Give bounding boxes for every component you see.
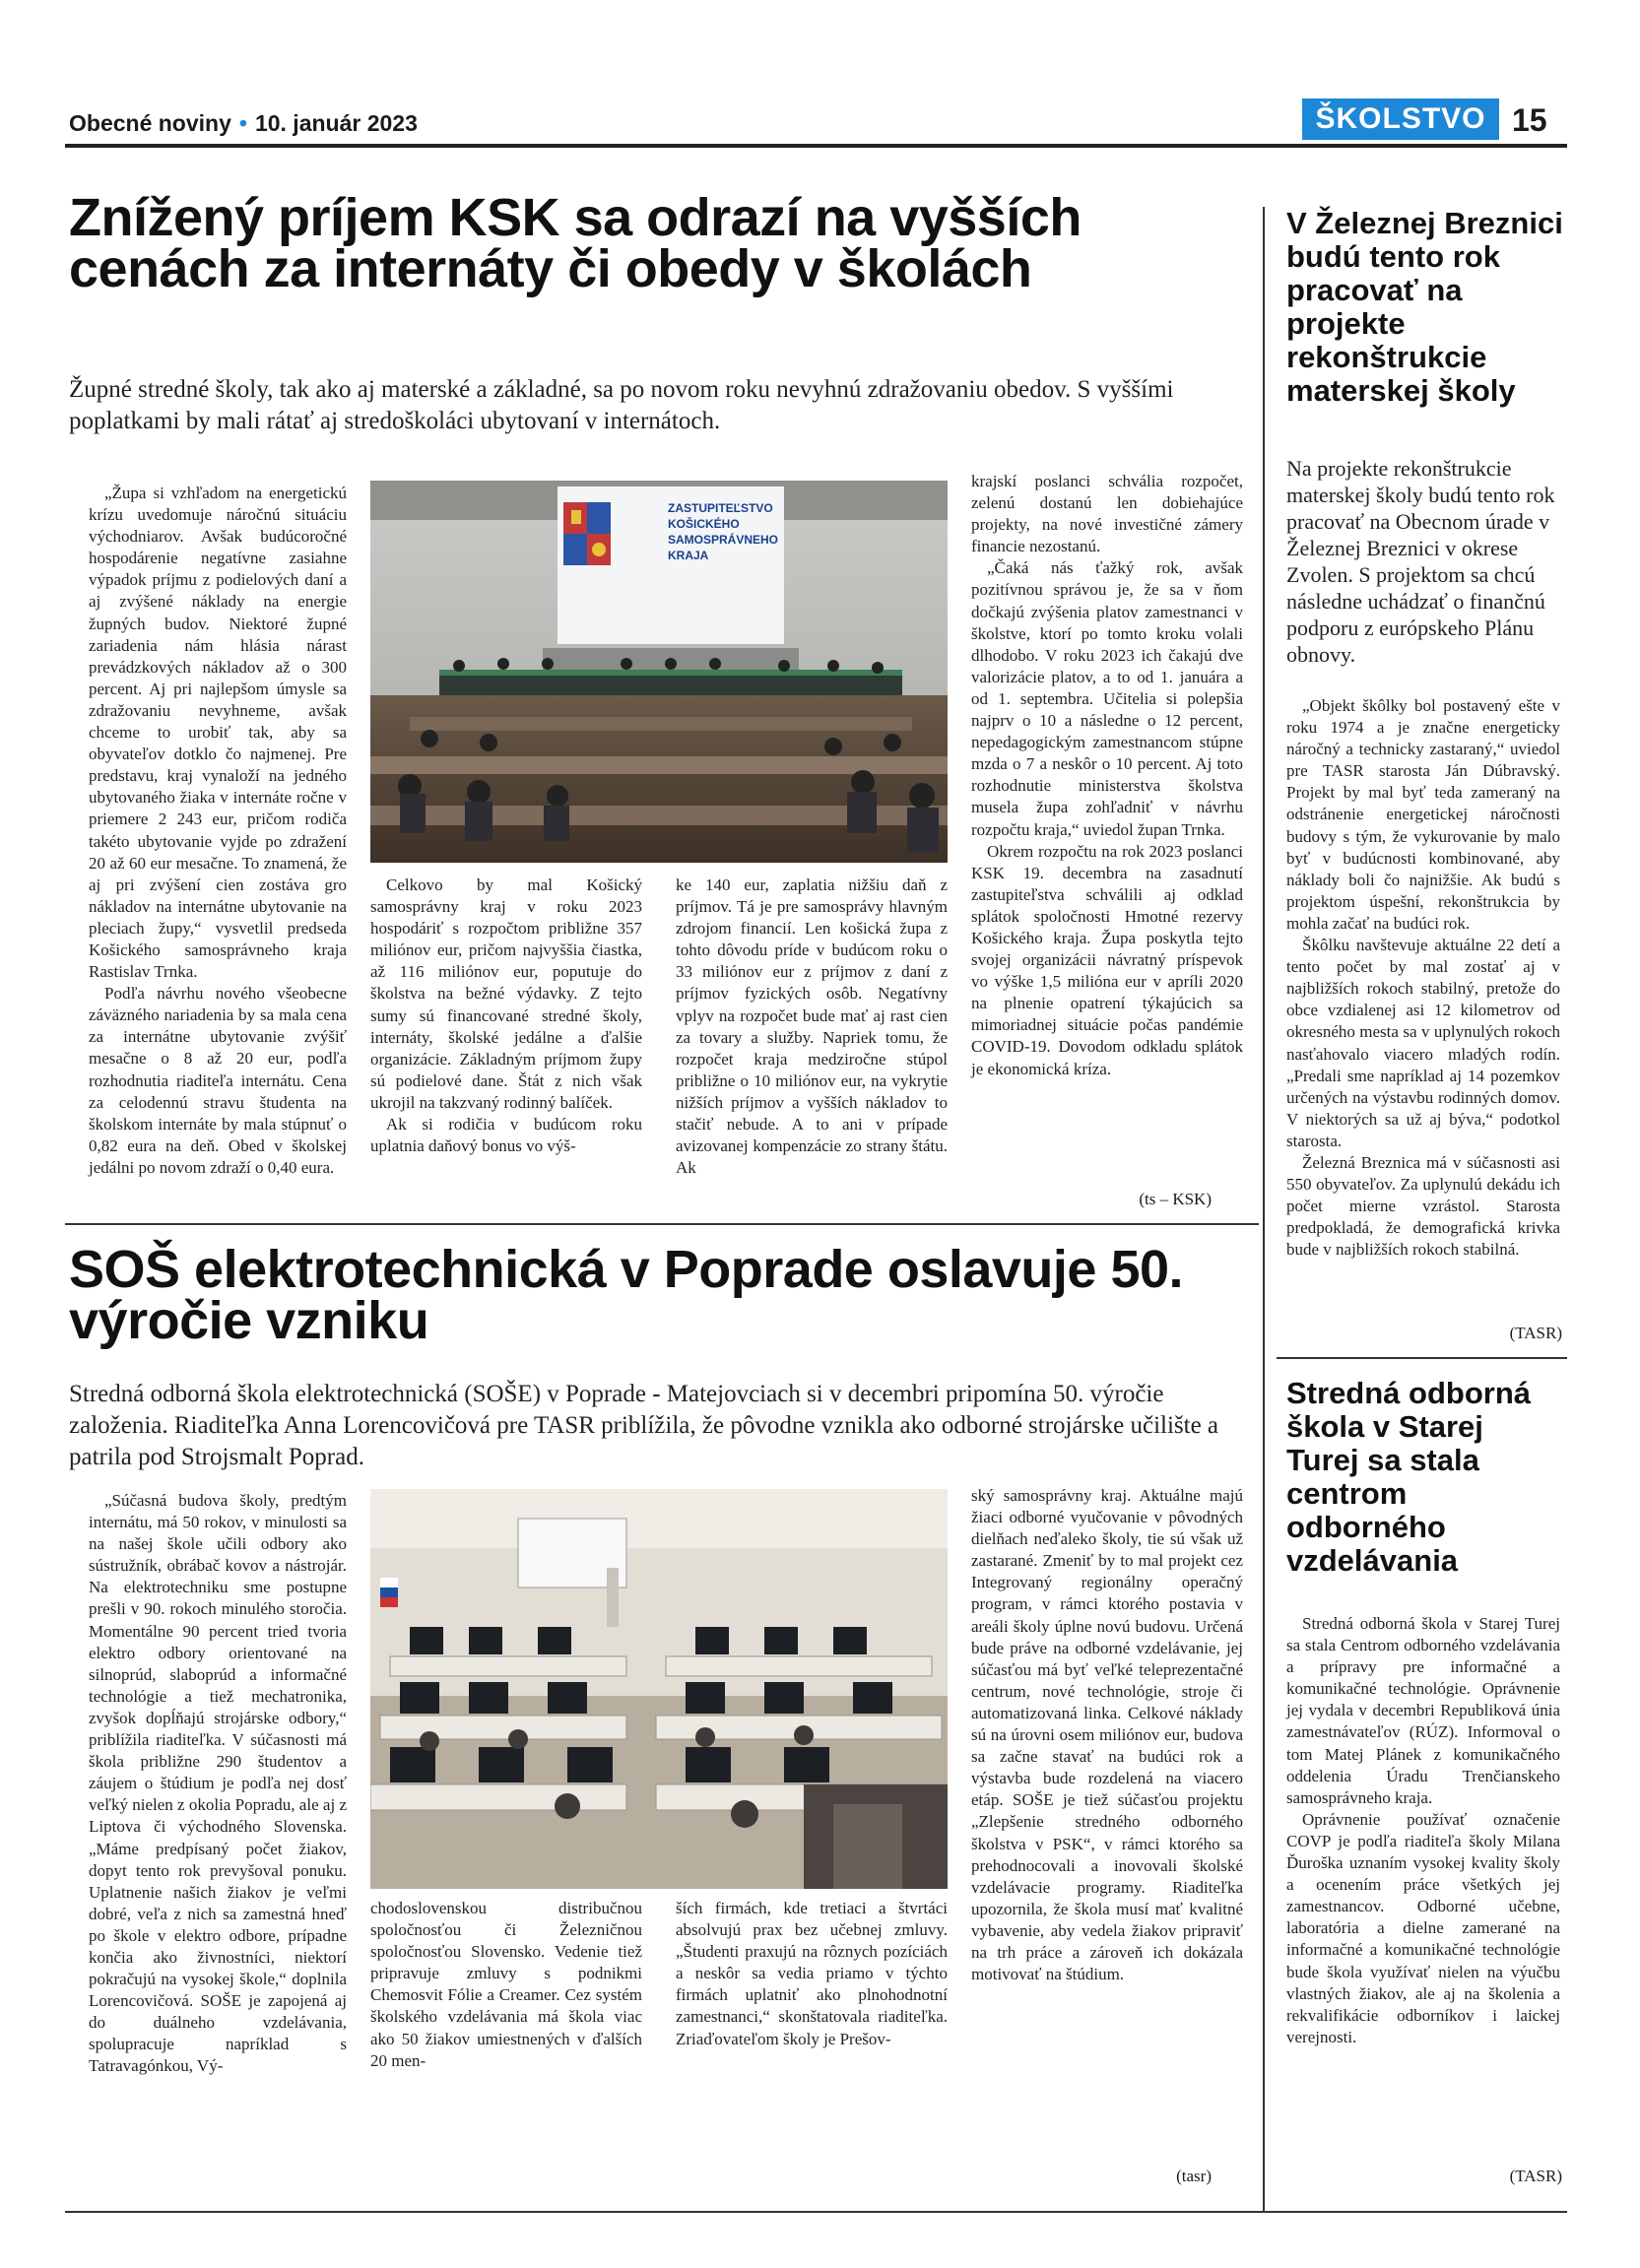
- paragraph: ke 140 eur, zaplatia nižšiu daň z príjmov. Tá je pre samosprávy hlavným zdrojom financií. Len košická župa z tohto dôvodu príde v budúcom roku o 33 miliónov eur z príjmov z daní z príjmov fyzických osôb. Negatívny vplyv na rozpočet bude mať aj rast cien za tovary a služby. Napriek tomu, že rozpočet kraja medziročne stúpol približne o 10 miliónov eur, na vykrytie nižších príjmov a vyšších nákladov to stačiť nebude. A to ani v prípade avizovanej kompenzácie zo strany štátu. Ak: [676, 875, 948, 1178]
- paragraph: „Čaká nás ťažký rok, avšak pozitívnou správou je, že sa v ňom dočkajú zvýšenia platov zamestnanci v školstve, ktorí po tomto kroku volali dlhodobo. V roku 2023 ich čakajú dve valorizácie platov, a to od 1. januára a od 1. septembra. Učitelia si polepšia najprv o 10 a následne o 12 percent, nepedagogickým zamestnancom stúpne mzda o 7 a neskôr o 10 percent. Aj toto rozhodnutie ministerstva školstva musela župa zohľadniť v návrhu rozpočtu kraja,“ uviedol župan Trnka.: [971, 558, 1243, 839]
- paragraph: Stredná odborná škola v Starej Turej sa stala Centrom odborného vzdelávania a prípravy pre informačné a komunikačné technológie. Oprávnenie jej vydala v decembri Republiková únia zamestnávateľov (RÚZ). Informoval o tom Matej Plánek z komunikačného oddelenia Úradu Trenčianskeho samosprávneho kraja.: [1286, 1614, 1560, 1807]
- article1-column-4: [971, 471, 1243, 1080]
- article2-column-3: [676, 1898, 948, 2050]
- article1-credit: (ts – KSK): [1139, 1190, 1212, 1208]
- article2-column-4: [971, 1485, 1243, 1985]
- classroom-photo: [370, 1489, 948, 1889]
- masthead: [69, 110, 418, 137]
- paragraph: krajskí poslanci schvália rozpočet, zelenú dostanú len dobiehajúce projekty, na nové investičné zámery financie nezostanú.: [971, 472, 1243, 556]
- paragraph: Celkovo by mal Košický samosprávny kraj v roku 2023 hospodáriť s rozpočtom približne 357 miliónov eur, pričom najvyššia čiastka, až 116 miliónov eur, poputuje do školstva na bežné výdavky. Z tejto sumy sú financované stredné školy, internáty, školské jedálne a ďalšie organizácie. Základným príjmom župy sú podielové dane. Štát z nich však ukrojil na takzvaný rodinný balíček.: [370, 875, 642, 1112]
- sidebar2-headline: Stredná odborná škola v Starej Turej sa stala centrom odborného vzdelávania: [1286, 1376, 1532, 1578]
- sidebar1-body: [1286, 695, 1560, 1261]
- paragraph: Ak si rodičia v budúcom roku uplatnia daňový bonus vo výš-: [370, 1115, 642, 1156]
- sidebar2-body: [1286, 1613, 1560, 2048]
- paragraph: „Župa si vzhľadom na energetickú krízu uvedomuje náročnú situáciu východniarov. Avšak budúcoročné hospodárenie negatívne zasiahne výpadok príjmu z podielových daní a aj zvýšené náklady na energie župných budov. Niektoré župné zariadenia nám hlásia nárast prevádzkových nákladov až o 300 percent. Aj pri najlepšom úmysle sa zdražovaniu nevyhneme, avšak chceme to urobiť tak, aby sa obyvateľov dotklo čo najmenej. Pre predstavu, kraj vynaloží na jedného ubytovaného žiaka v internáte ročne v priemere 2 243 eur, pričom rodiča takéto ubytovanie vyjde po zdražení 20 až 60 eur mesačne. To znamená, že aj pri zvýšení cien zostáva gro nákladov na internátne ubytovanie na pleciach župy,“ vysvetlil predseda Košického samosprávneho kraja Rastislav Trnka.: [89, 484, 347, 982]
- footer-rule: [65, 2211, 1567, 2213]
- column-divider: [1263, 207, 1265, 2211]
- publication-name: Obecné noviny: [69, 110, 231, 136]
- paragraph: Železná Breznica má v súčasnosti asi 550 obyvateľov. Za uplynulú dekádu ich počet mierne vzrástol. Starosta predpokladá, že demografická krivka bude v najbližších rokoch stabilná.: [1286, 1152, 1560, 1260]
- article1-headline: Znížený príjem KSK sa odrazí na vyšších cenách za internáty či obedy v školách: [69, 188, 1082, 298]
- paragraph: Okrem rozpočtu na rok 2023 poslanci KSK 19. decembra na zasadnutí zastupiteľstva schválili aj odklad splátok spoločnosti Hmotné rezervy Košického kraja. Župa poskytla tejto svojej organizácii návratný príspevok vo výške 1,5 milióna eur v apríli 2020 na plnenie opatrení týkajúcich sa mimoriadnej situácie počas pandémie COVID-19. Dovodom odkladu splátok je ekonomická kríza.: [971, 841, 1243, 1078]
- article1-column-3: [676, 875, 948, 1179]
- sidebar-separator: [1277, 1357, 1567, 1359]
- article-separator: [65, 1223, 1259, 1225]
- paragraph: chodoslovenskou distribučnou spoločnosťou či Železničnou spoločnosťou Slovensko. Vedenie tiež pripravuje zmluvy s podnikmi Chemosvit Fólie a Creamer. Cez systém školského vzdelávania má škola viac ako 50 žiakov umiestnených v ďalších 20 men-: [370, 1899, 642, 2070]
- sidebar1-lead: Na projekte rekonštrukcie materskej školy budú tento rok pracovať na Obecnom úrade v Železnej Breznici v okrese Zvolen. S projektom sa chcú následne uchádzať o finančnú podporu z európskeho Plánu obnovy.: [1286, 456, 1555, 667]
- article2-column-1: [89, 1490, 347, 2078]
- article2-lead: Stredná odborná škola elektrotechnická (SOŠE) v Poprade - Matejovciach si v decembri pripomína 50. výročie založenia. Riaditeľka Anna Lorencovičová pre TASR priblížila, že pôvodne vznikla ako odborné strojárske učilište a patrila pod Strojsmalt Poprad.: [69, 1381, 1219, 1470]
- paragraph: „Súčasná budova školy, predtým internátu, má 50 rokov, v minulosti sa na našej škole učili odbory ako sústružník, obrábač kovov a nástrojár. Na elektrotechniku sme postupne prešli v 90. rokoch minulého storočia. Momentálne 90 percent tried tvoria elektro odbory orientované na silnoprúd, slaboprúd a informačné technológie a tiež mechatronika, zvyšok dopĺňajú strojárske odbory,“ priblížila riaditeľka. V súčasnosti má škola približne 290 študentov a záujem o štúdium je podľa nej dosť veľký nielen z okolia Popradu, ale aj z Liptova či východného Slovenska. „Máme predpísaný počet žiakov, dopyt tento rok prevyšoval ponuku. Uplatnenie našich žiakov je veľmi dobré, veľa z nich sa zamestná hneď po škole v elektro odbore, prípadne končia ako živnostníci, niektorí pokračujú na vysokej škole,“ doplnila Lorencovičová. SOŠE je zapojená aj do duálneho vzdelávania, spolupracuje napríklad s Tatravagónkou, Vý-: [89, 1491, 347, 2076]
- article1-column-1: [89, 483, 347, 1179]
- paragraph: Podľa návrhu nového všeobecne záväzného nariadenia by sa mala cena za internátne ubytovanie zvýšiť mesačne o 8 až 20 eur, podľa rozhodnutia riaditeľa internátu. Cena za celodennú stravu študenta na školskom internáte by mala stúpnuť o 0,82 eura na deň. Obed v školskej jedálni po novom zdraží o 0,40 eura.: [89, 984, 347, 1177]
- header-rule: [65, 144, 1567, 148]
- paragraph: ších firmách, kde tretiaci a štvrtáci absolvujú prax bez učebnej zmluvy. „Študenti praxujú na rôznych pozíciách a neskôr sa vedia priamo v týchto firmách uplatniť ako plnohodnotní zamestnanci,“ skonštatovala riaditeľka. Zriaďovateľom školy je Prešov-: [676, 1899, 948, 2048]
- article1-column-2: [370, 875, 642, 1157]
- sidebar2-credit: (TASR): [1509, 2167, 1562, 2185]
- article1-lead: Župné stredné školy, tak ako aj materské a základné, sa po novom roku nevyhnú zdražovaniu obedov. S vyššími poplatkami by mali rátať aj stredoškoláci ubytovaní v internátoch.: [69, 376, 1174, 434]
- section-tag: ŠKOLSTVO: [1302, 98, 1499, 140]
- page-number: 15: [1512, 102, 1547, 138]
- council-session-photo: [370, 481, 948, 863]
- sidebar1-credit: (TASR): [1509, 1324, 1562, 1342]
- article2-column-2: [370, 1898, 642, 2072]
- article2-credit: (tasr): [1176, 2167, 1212, 2185]
- paragraph: Škôlku navštevuje aktuálne 22 detí a tento počet by mal zostať aj v najbližších rokoch stabilný, pretože do obce vzdialenej asi 12 kilometrov od okresného mesta sa v uplynulých rokoch nasťahovalo viacero mladých rodín. „Predali sme napríklad aj 14 pozemkov určených na výstavbu rodinných domov. V niektorých sa už aj býva,“ podotkol starosta.: [1286, 936, 1560, 1150]
- photo-banner-text: ZASTUPITEĽSTVO KOŠICKÉHO SAMOSPRÁVNEHO KRAJA: [668, 501, 779, 562]
- sidebar1-headline: V Železnej Breznici budú tento rok pracovať na projekte rekonštrukcie materskej školy: [1286, 206, 1563, 408]
- issue-date: 10. január 2023: [254, 110, 418, 136]
- paragraph: „Objekt škôlky bol postavený ešte v roku 1974 a je značne energeticky náročný a technicky zastaraný,“ uviedol pre TASR starosta Ján Dúbravský. Projekt by mal byť teda zameraný na odstránenie energetickej náročnosti budovy s tým, že vykurovanie by malo byť v budúcnosti kombinované, aby náklady boli čo najnižšie. Ak budú s projektom úspešní, rekonštrukcia by mohla začať na budúci rok.: [1286, 696, 1560, 933]
- paragraph: ský samosprávny kraj. Aktuálne majú žiaci odborné vyučovanie v pôvodných dielňach neďaleko školy, tie sú však už zastarané. Zmeniť by to mal projekt cez Integrovaný regionálny operačný program, v rámci ktorého postavia v areáli školy úplne novú budovu. Určená bude práve na odborné vzdelávanie, jej súčasťou má byť veľké teleprezentačné centrum, nové technológie, stroje či automatizovaná linka. Celkové náklady sú na úrovni osem miliónov eur, budova sa začne stavať na budúci rok a výstavba bude rozdelená na viacero etáp. SOŠE je tiež súčasťou projektu „Zlepšenie stredného odborného školstva v PSK“, v rámci ktorého sa prehodnocovali a inovovali školské vzdelávacie programy. Riaditeľka upozornila, že škola musí mať kvalitné vybavenie, aby vedela žiakov pripraviť na trh práce a zároveň ich dokázala motivovať na štúdium.: [971, 1486, 1243, 1984]
- article2-headline: SOŠ elektrotechnická v Poprade oslavuje 50. výročie vzniku: [69, 1240, 1184, 1350]
- separator-dot: •: [238, 110, 247, 136]
- paragraph: Oprávnenie používať označenie COVP je podľa riaditeľa školy Milana Ďuroška uznaním vysokej kvality školy a ocenením práce všetkých jej zamestnancov. Odborné učebne, laboratória a dielne zamerané na informačné a komunikačné technológie bude škola využívať nielen na výučbu vlastných žiakov, ale aj na školenia a rekvalifikácie odborníkov i laickej verejnosti.: [1286, 1809, 1560, 2046]
